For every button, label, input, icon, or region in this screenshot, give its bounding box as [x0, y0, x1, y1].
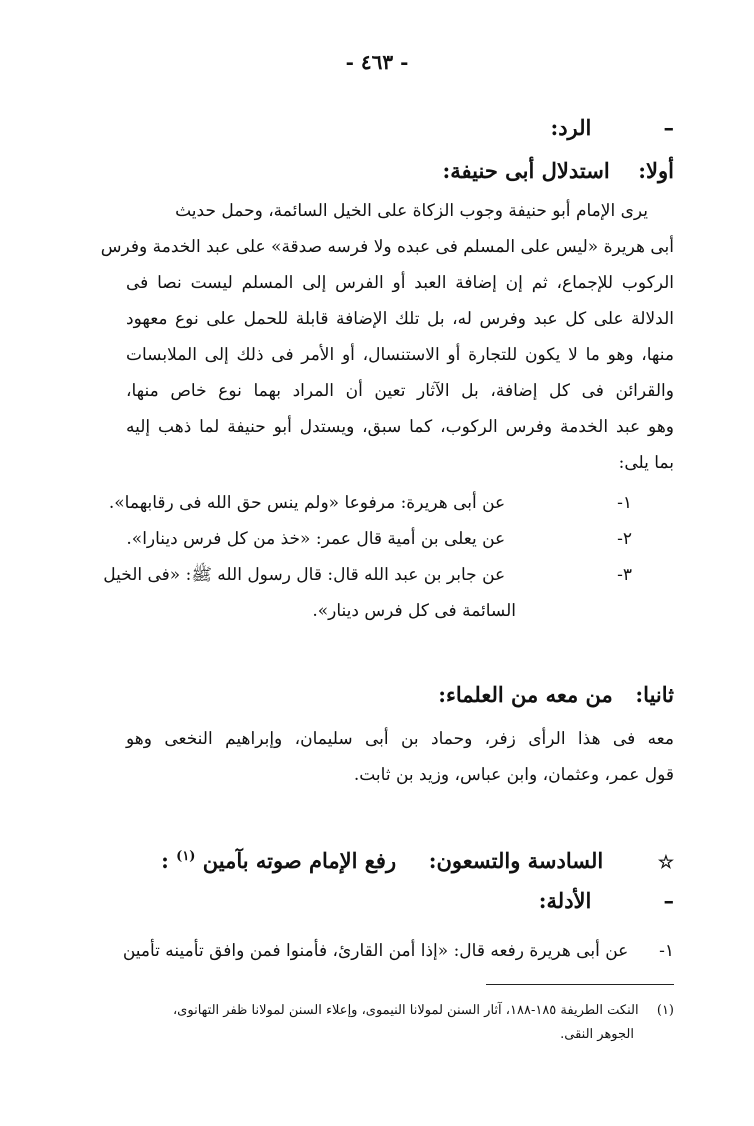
footnote-line-2: الجوهر النقى. [560, 1027, 634, 1042]
evidence-item [123, 940, 674, 962]
second-heading-title: من معه من العلماء: [438, 682, 613, 707]
evidence-heading [539, 890, 674, 912]
first-heading-title: استدلال أبى حنيفة: [442, 158, 610, 183]
section-title: السادسة والتسعون: [428, 848, 604, 873]
star-icon: ☆ [657, 852, 674, 873]
reply-heading [550, 117, 674, 139]
evidence-item-text: عن أبى هريرة رفعه قال: «إذا أمن القارئ، فأمنوا فمن وافق تأمينه تأمين [122, 941, 629, 961]
second-para-line-1: معه فى هذا الرأى زفر، وحماد بن أبى سليمان، وإبراهيم النخعى وهو [126, 729, 674, 749]
footnote-divider [486, 984, 674, 985]
first-para-line-5: منها، وهو ما لا يكون للتجارة أو الاستنسال، أو الأمر فى ذلك إلى الملابسات [126, 345, 674, 365]
second-para-line-2: قول عمر، وعثمان، وابن عباس، وزيد بن ثابت. [353, 765, 674, 785]
second-heading [438, 684, 674, 706]
section-colon: : [161, 848, 169, 873]
list-item-continuation: السائمة فى كل فرس دينار». [312, 601, 516, 621]
evidence-dash: – [663, 888, 674, 913]
list-item-text: عن أبى هريرة: مرفوعا «ولم ينس حق الله فى رقابهما». [108, 493, 506, 513]
evidence-item-number: ١- [659, 941, 674, 961]
list-item-number: ٣- [617, 565, 632, 585]
second-heading-label: ثانيا: [635, 682, 674, 707]
reply-heading-text: الرد: [550, 115, 592, 140]
section-heading [161, 846, 674, 874]
list-item-number: ٢- [617, 529, 632, 549]
list-item-number: ١- [617, 493, 632, 513]
first-para-line-6: والقرائن فى كل إضافة، بل الآثار تعين أن المراد بهما نوع خاص منها، [126, 381, 674, 401]
section-subtitle: رفع الإمام صوته بآمين [202, 848, 397, 873]
first-para-line-7: وهو عبد الخدمة وفرس الركوب، كما سبق، ويستدل أبو حنيفة لما ذهب إليه [126, 417, 674, 437]
list-item-text: عن يعلى بن أمية قال عمر: «خذ من كل فرس دينارا». [126, 529, 506, 549]
list-item [109, 492, 632, 514]
first-para-line-3: الركوب للإجماع، ثم إن إضافة العبد أو الفرس إلى المسلم ليست نصا فى [126, 273, 674, 293]
first-para-line-1: يرى الإمام أبو حنيفة وجوب الزكاة على الخيل السائمة، وحمل حديث [175, 201, 648, 221]
first-heading-label: أولا: [638, 158, 674, 183]
footnote-text: النكت الطريفة ١٨٥-١٨٨، آثار السنن لمولانا النيموى، وإعلاء السنن لمولانا ظفر التهانوى، [172, 1003, 639, 1018]
list-item [126, 528, 632, 550]
footnote-line-1 [173, 1000, 674, 1022]
footnote-reference: (١) [176, 849, 196, 864]
list-item-text: عن جابر بن عبد الله قال: قال رسول الله ﷺ: «فى الخيل [103, 565, 506, 585]
page-number: - ٤٦٣ - [345, 50, 409, 74]
footnote-number: (١) [656, 1003, 674, 1018]
first-para-line-8: بما يلى: [618, 453, 674, 473]
first-heading [443, 160, 674, 182]
reply-dash: – [663, 115, 674, 140]
first-para-line-2: أبى هريرة «ليس على المسلم فى عبده ولا فرسه صدقة» على عبد الخدمة وفرس [100, 237, 674, 257]
list-item [103, 564, 632, 586]
evidence-title: الأدلة: [538, 888, 592, 913]
first-para-line-4: الدلالة على كل عبد وفرس له، بل تلك الإضافة قابلة للحمل على نوع معهود [126, 309, 674, 329]
